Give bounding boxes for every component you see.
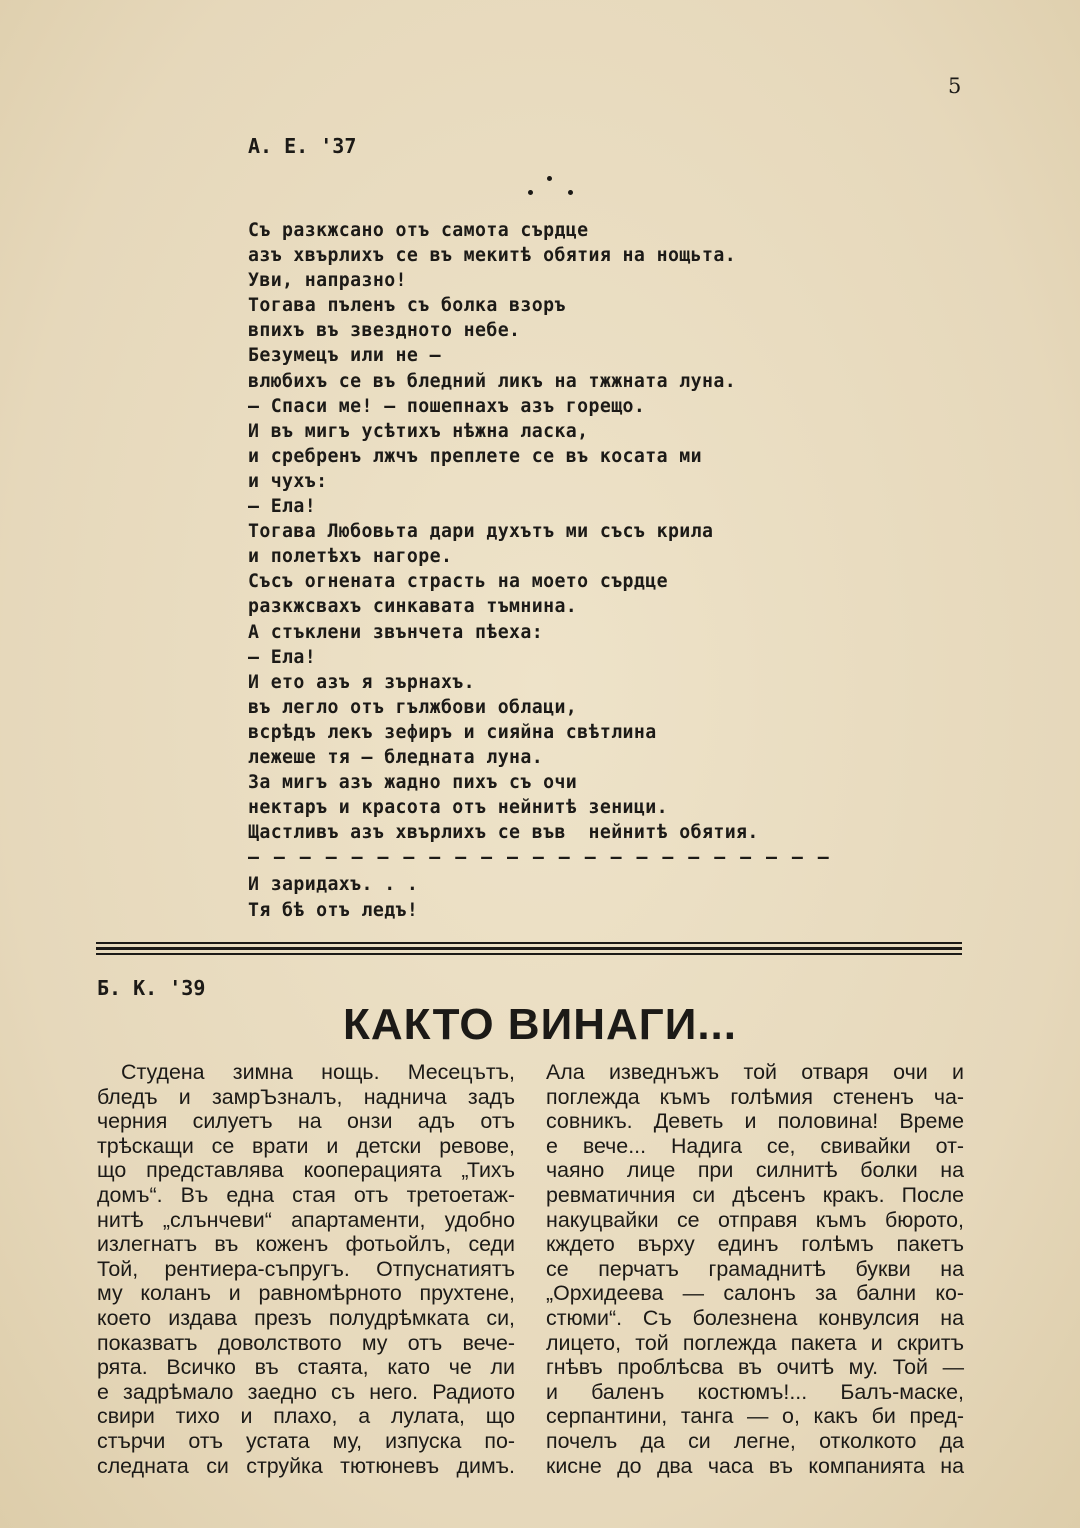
poem-ending-line: И заридахъ. . . [248, 874, 419, 896]
poem-line: Безумецъ или не — [248, 345, 441, 367]
text-line: накуцвайки се отправя къмъ бюрото, [546, 1207, 964, 1232]
story-column-right [546, 1060, 964, 1478]
poem-line: И въ мигъ усѣтихъ нѣжна ласка, [248, 420, 589, 442]
text-line: домъ“. Въ една стая отъ третоетаж- [97, 1182, 515, 1207]
divider-rule [96, 953, 962, 955]
text-line: черния силуетъ на онзи адъ отъ [97, 1109, 515, 1134]
text-line: следната си струйка тютюневъ димъ. [97, 1453, 515, 1478]
poem-line: и сребренъ лжчъ преплете се въ косата ми [248, 445, 702, 467]
text-line: Студена зимна нощь. Месецътъ, [121, 1060, 515, 1084]
text-line: излегнатъ въ коженъ фотьойлъ, седи [97, 1232, 515, 1257]
story-author: Б. К. '39 [97, 976, 206, 1000]
text-line: поглежда къмъ голѣмия стененъ ча- [546, 1084, 964, 1109]
poem-author: А. Е. '37 [248, 134, 357, 158]
divider-rule [96, 942, 962, 944]
poem-line: Съ разкжсано отъ самота сърдце [248, 220, 589, 241]
poem-line: впихъ въ звездното небе. [248, 320, 521, 342]
poem-line: разкжсвахъ синкавата тъмнина. [248, 596, 578, 618]
text-line: совникъ. Деветь и половина! Време [546, 1109, 964, 1134]
text-line: бледъ и замрЪзналъ, надничa задъ [97, 1084, 515, 1109]
text-line: серпантини, танга — о, какъ би пред- [546, 1404, 964, 1429]
poem-line: нектаръ и красота отъ нейнитѣ зеници. [248, 797, 668, 819]
poem-line: и чухъ: [248, 470, 328, 492]
poem-line: азъ хвърлихъ се въ мекитѣ обятия на нощьта. [248, 245, 737, 267]
text-line: чаяно лице при силнитѣ болки на [546, 1158, 964, 1183]
poem-line: — Спаси ме! — пошепнахъ азъ горещо. [248, 395, 646, 417]
text-line: се перчатъ грамаднитѣ букви на [546, 1256, 964, 1281]
poem-ending-line: Тя бѣ отъ ледъ! [248, 899, 419, 921]
asterism-dot [568, 190, 573, 195]
text-line: стърчи отъ устата му, изпуска по- [97, 1428, 515, 1453]
text-line: му коланъ и равномѣрното прухтене, [97, 1281, 515, 1306]
poem-dash-separator: — — — — — — — — — — — — — — — — — — — — — — — [248, 847, 831, 869]
poem-line: — Ела! [248, 646, 317, 668]
page-number: 5 [948, 74, 962, 98]
poem-line: въ легло отъ гължбови облаци, [248, 696, 578, 718]
poem-line: лежеше тя — бледната луна. [248, 746, 544, 768]
text-line: кждето върху единъ голѣмъ пакетъ [546, 1232, 964, 1257]
text-line: нитѣ „слънчеви“ апартаменти, удобно [97, 1207, 515, 1232]
text-line: показватъ доволството му отъ вече- [97, 1330, 515, 1355]
poem-line: Тогава Любовьта дари духътъ ми съсъ крила [248, 521, 714, 543]
text-line: кисне до два часа въ компанията на [546, 1453, 964, 1478]
section-divider [96, 942, 962, 956]
poem-line: И ето азъ я зърнахъ. [248, 671, 475, 693]
text-line: и баленъ костюмъ!... Балъ-маске, [546, 1379, 964, 1404]
text-line: ревматичния си дѣсенъ кракъ. После [546, 1182, 964, 1207]
poem-line: всрѣдъ лекъ зефиръ и сияйна свѣтлина [248, 721, 657, 743]
text-line: стюми“. Съ болезнена конвулсия на [546, 1305, 964, 1330]
poem-line: — Ела! [248, 496, 317, 518]
text-line: което издава презъ полудрѣмката си, [97, 1305, 515, 1330]
text-line: свири тихо и плахо, а лулата, що [97, 1404, 515, 1429]
poem-line: А стъклени звънчета пѣеха: [248, 621, 544, 643]
text-line: Ала изведнъжъ той отваря очи и [546, 1060, 964, 1084]
text-line: рята. Всичко въ стаята, като че ли [97, 1355, 515, 1380]
poem-line: влюбихъ се въ бледний ликъ на тжжната луна. [248, 370, 737, 392]
text-line: Той, рентиера-съпругъ. Отпуснатиятъ [97, 1256, 515, 1281]
asterism-dot [528, 190, 533, 195]
text-line-italic-salon: „Орхидеева — салонъ за бални ко- [546, 1281, 964, 1306]
asterism-separator [520, 162, 580, 202]
text-line: гнѣвъ проблѣсва въ очитѣ му. Той — [546, 1355, 964, 1380]
text-line: почелъ да си легне, отколкото да [546, 1428, 964, 1453]
poem-line: Щастливъ азъ хвърлихъ се във нейнитѣ обятия. [248, 822, 759, 844]
poem-line: и полетѣхъ нагоре. [248, 546, 453, 568]
poem-line: За мигъ азъ жадно пихъ съ очи [248, 772, 578, 794]
text-line: е вече... Надига се, свивайки от- [546, 1133, 964, 1158]
poem [248, 218, 888, 923]
story-column-left [97, 1060, 515, 1478]
asterism-dot [547, 176, 552, 181]
poem-line: Тогава пъленъ съ болка взоръ [248, 295, 566, 317]
text-line: трѣскащи се врати и детски ревове, [97, 1133, 515, 1158]
divider-rule [96, 947, 962, 950]
story-title: КАКТО ВИНАГИ... [342, 1000, 737, 1049]
text-line: е задрѣмало заедно съ него. Радиото [97, 1379, 515, 1404]
text-line: що представлява кооперацията „Тихъ [97, 1158, 515, 1183]
poem-line: Съсъ огнената страсть на моето сърдце [248, 571, 668, 593]
text-line: лицето, той поглежда пакета и скритъ [546, 1330, 964, 1355]
poem-line: Уви, напразно! [248, 270, 407, 292]
